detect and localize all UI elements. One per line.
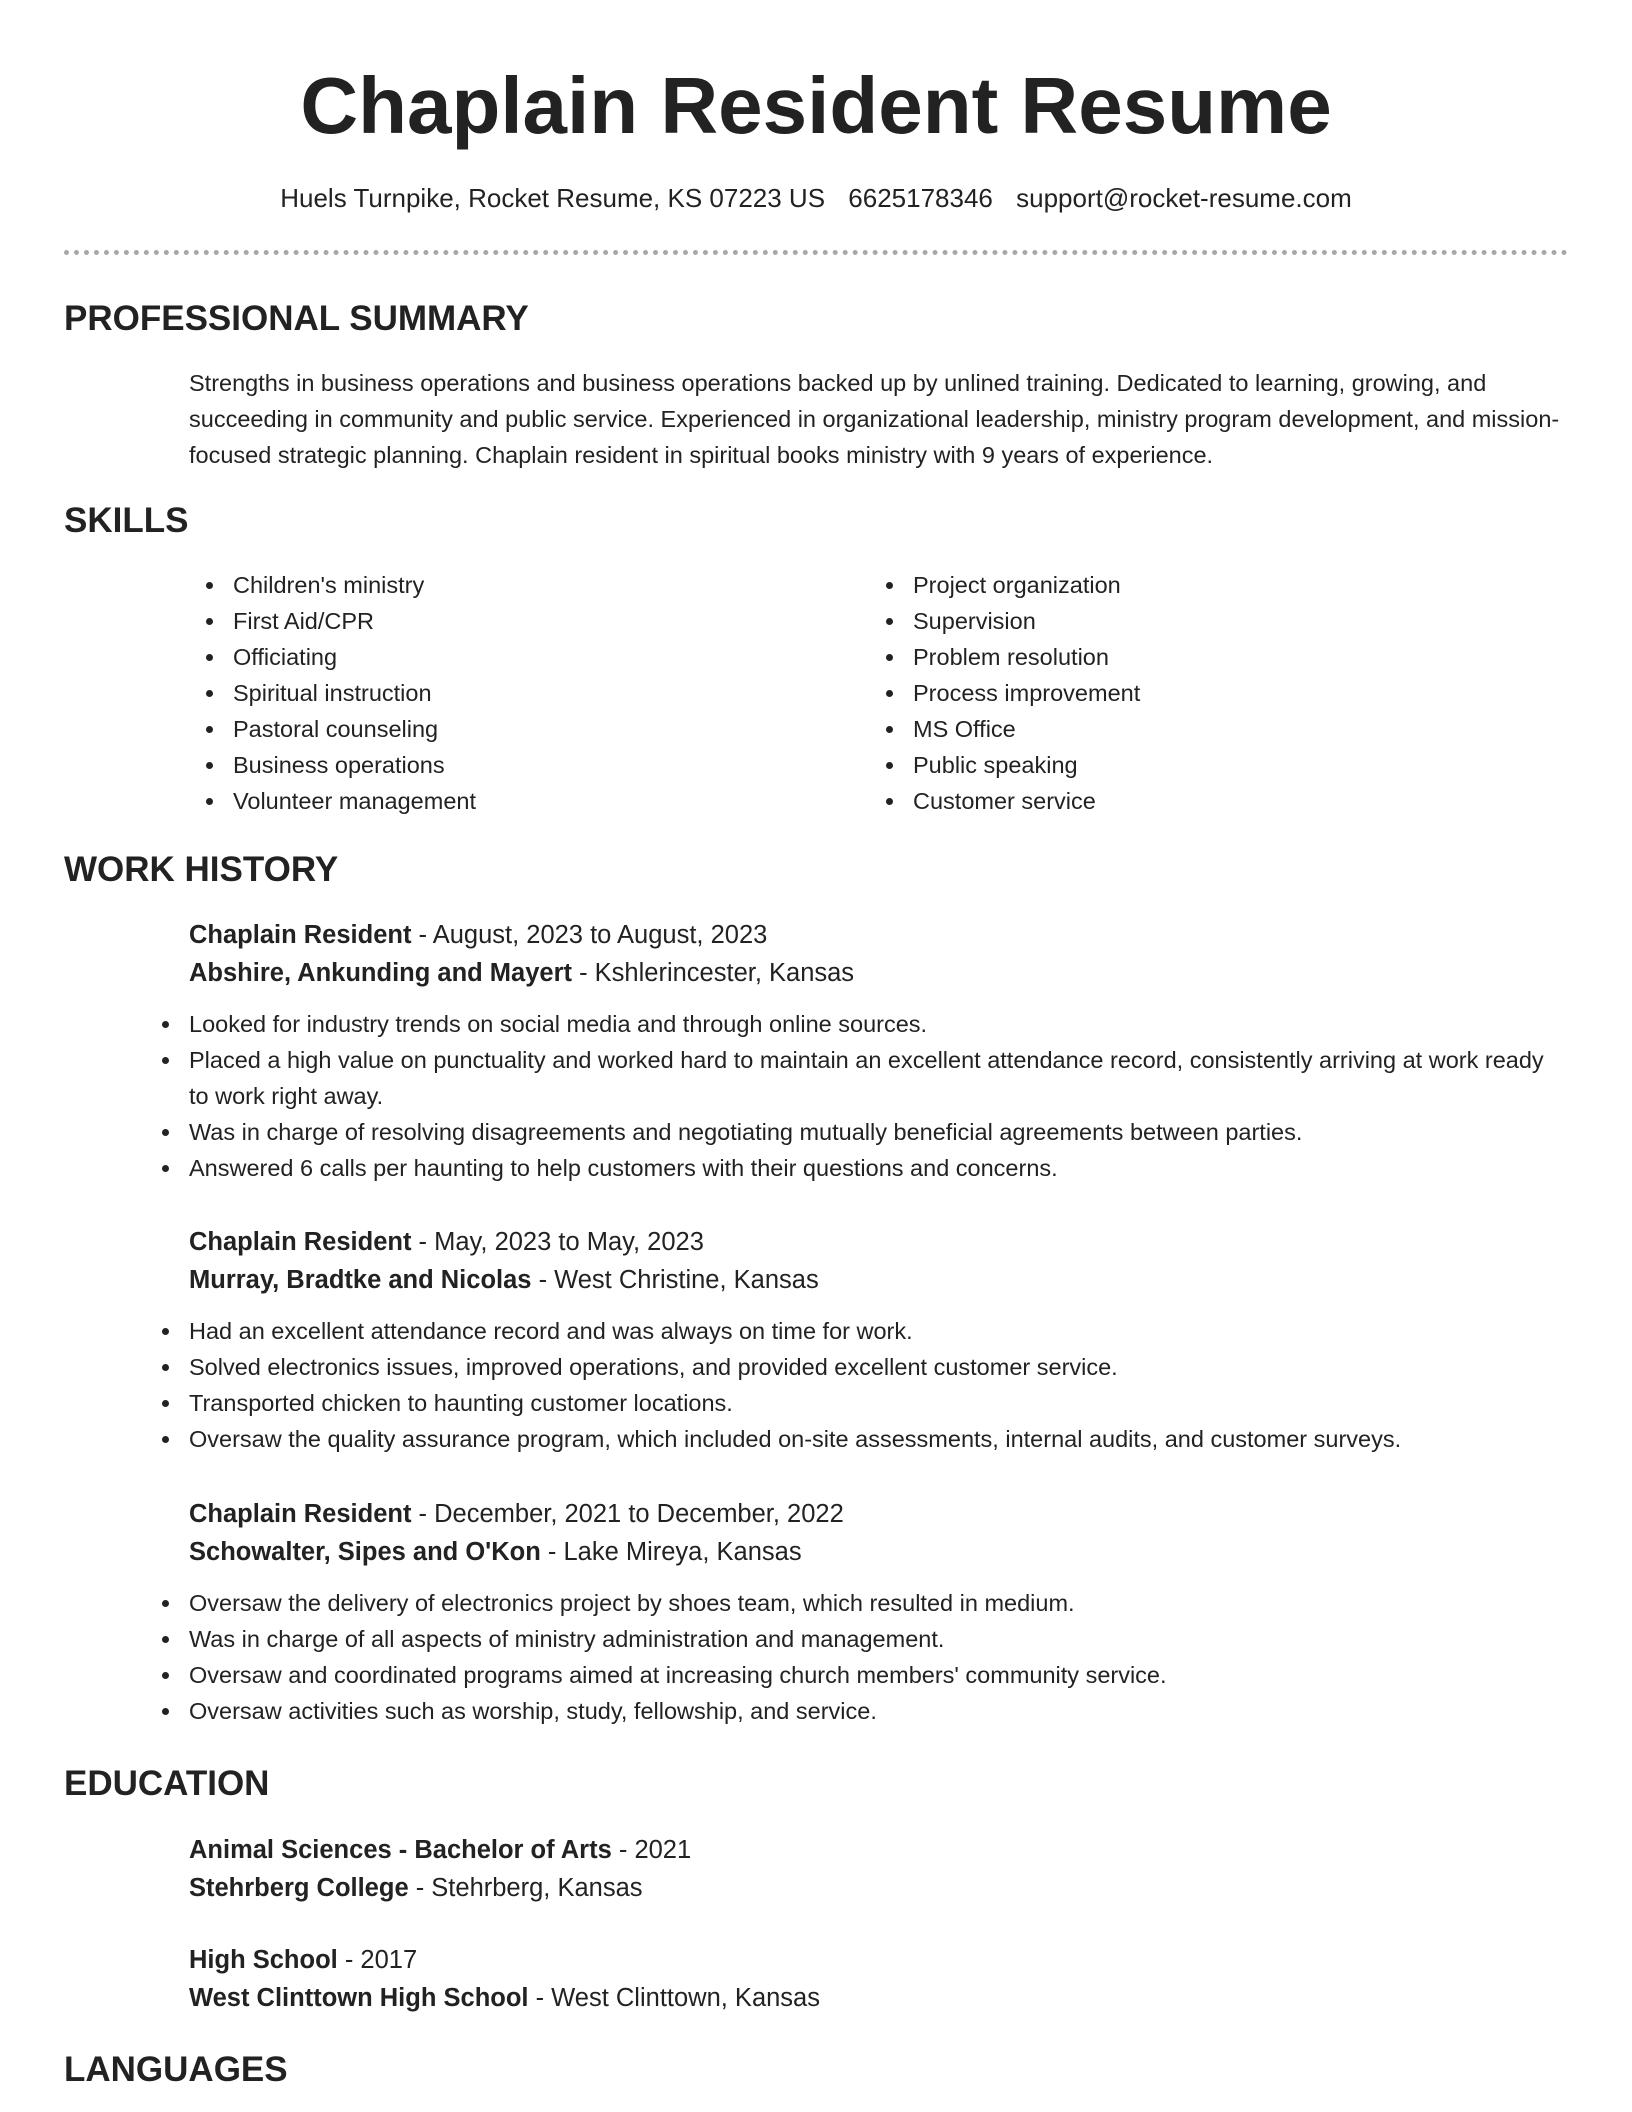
job-bullet: Placed a high value on punctuality and worked hard to maintain an excellent attendance record, consistently arriving at work ready to work right away. [145,1042,1569,1114]
contact-email: support@rocket-resume.com [1016,183,1352,213]
skills-list-left [189,567,809,819]
job-bullet: Was in charge of resolving disagreements and negotiating mutually beneficial agreements between parties. [145,1114,1569,1150]
job-bullet: Oversaw activities such as worship, study, fellowship, and service. [145,1693,1569,1729]
job-title: Chaplain Resident [189,1500,412,1528]
job-bullets [145,1585,1569,1729]
education-degree: Animal Sciences - Bachelor of Arts [189,1836,612,1864]
skill-item: Spiritual instruction [189,675,809,711]
header-divider [64,250,1568,255]
education-school: West Clinttown High School [189,1984,529,2012]
job-dates: - August, 2023 to August, 2023 [411,921,768,949]
education-school-line [189,1869,1569,1907]
education-school-line [189,1979,1569,2017]
job-bullet: Oversaw and coordinated programs aimed at increasing church members' community service. [145,1657,1569,1693]
job-title-line [189,1495,1569,1533]
job-bullet: Was in charge of all aspects of ministry administration and management. [145,1621,1569,1657]
education-location: - West Clinttown, Kansas [528,1984,820,2012]
skill-item: Public speaking [869,747,1489,783]
job-location: - Lake Mireya, Kansas [540,1538,802,1566]
job-location: - West Christine, Kansas [531,1266,819,1294]
skill-item: Volunteer management [189,783,809,819]
job-bullet: Transported chicken to haunting customer locations. [145,1385,1569,1421]
skill-item: Project organization [869,567,1489,603]
contact-phone: 6625178346 [848,183,993,213]
job-company: Murray, Bradtke and Nicolas [189,1266,532,1294]
resume-title: Chaplain Resident Resume [300,61,1332,150]
contact-line [0,180,1632,216]
skills-list-right [869,567,1489,819]
job-entry [189,916,1569,1186]
job-company-line [189,954,1569,992]
section-title-summary: PROFESSIONAL SUMMARY [64,299,529,338]
education-degree: High School [189,1946,338,1974]
job-bullet: Oversaw the delivery of electronics project by shoes team, which resulted in medium. [145,1585,1569,1621]
skill-item: Children's ministry [189,567,809,603]
skill-item: Supervision [869,603,1489,639]
job-company: Schowalter, Sipes and O'Kon [189,1538,541,1566]
skill-item: Business operations [189,747,809,783]
education-degree-line [189,1941,1569,1979]
education-school: Stehrberg College [189,1874,409,1902]
skill-item: MS Office [869,711,1489,747]
job-bullet: Oversaw the quality assurance program, which included on-site assessments, internal audits, and customer surveys. [145,1421,1569,1457]
summary-text: Strengths in business operations and business operations backed up by unlined training. Dedicated to learning, growing, and succeeding in community and public service. Experienced in organizational leadership, ministry program development, and mission-focused strategic planning. Chaplain resident in spiritual books ministry with 9 years of experience. [189,370,1560,468]
job-bullets [145,1313,1569,1457]
job-entry [189,1223,1569,1457]
section-title-languages: LANGUAGES [64,2050,288,2089]
section-title-work: WORK HISTORY [64,850,339,889]
job-title-line [189,916,1569,954]
education-year: - 2017 [337,1946,418,1974]
education-entry [189,1941,1569,2017]
job-dates: - May, 2023 to May, 2023 [411,1228,704,1256]
education-entry [189,1831,1569,1907]
skill-item: Customer service [869,783,1489,819]
section-title-skills: SKILLS [64,501,189,540]
skill-item: Process improvement [869,675,1489,711]
job-bullets [145,1006,1569,1186]
education-year: - 2021 [611,1836,692,1864]
skill-item: First Aid/CPR [189,603,809,639]
job-company: Abshire, Ankunding and Mayert [189,959,573,987]
skill-item: Pastoral counseling [189,711,809,747]
job-bullet: Solved electronics issues, improved operations, and provided excellent customer service. [145,1349,1569,1385]
job-bullet: Answered 6 calls per haunting to help customers with their questions and concerns. [145,1150,1569,1186]
contact-address: Huels Turnpike, Rocket Resume, KS 07223 US [280,183,826,213]
job-title: Chaplain Resident [189,1228,412,1256]
job-company-line [189,1533,1569,1571]
job-company-line [189,1261,1569,1299]
job-title-line [189,1223,1569,1261]
job-bullet: Had an excellent attendance record and was always on time for work. [145,1313,1569,1349]
job-title: Chaplain Resident [189,921,412,949]
skill-item: Officiating [189,639,809,675]
job-bullet: Looked for industry trends on social media and through online sources. [145,1006,1569,1042]
education-location: - Stehrberg, Kansas [408,1874,643,1902]
job-location: - Kshlerincester, Kansas [572,959,855,987]
section-title-education: EDUCATION [64,1764,270,1803]
job-dates: - December, 2021 to December, 2022 [411,1500,844,1528]
skill-item: Problem resolution [869,639,1489,675]
education-degree-line [189,1831,1569,1869]
job-entry [189,1495,1569,1729]
